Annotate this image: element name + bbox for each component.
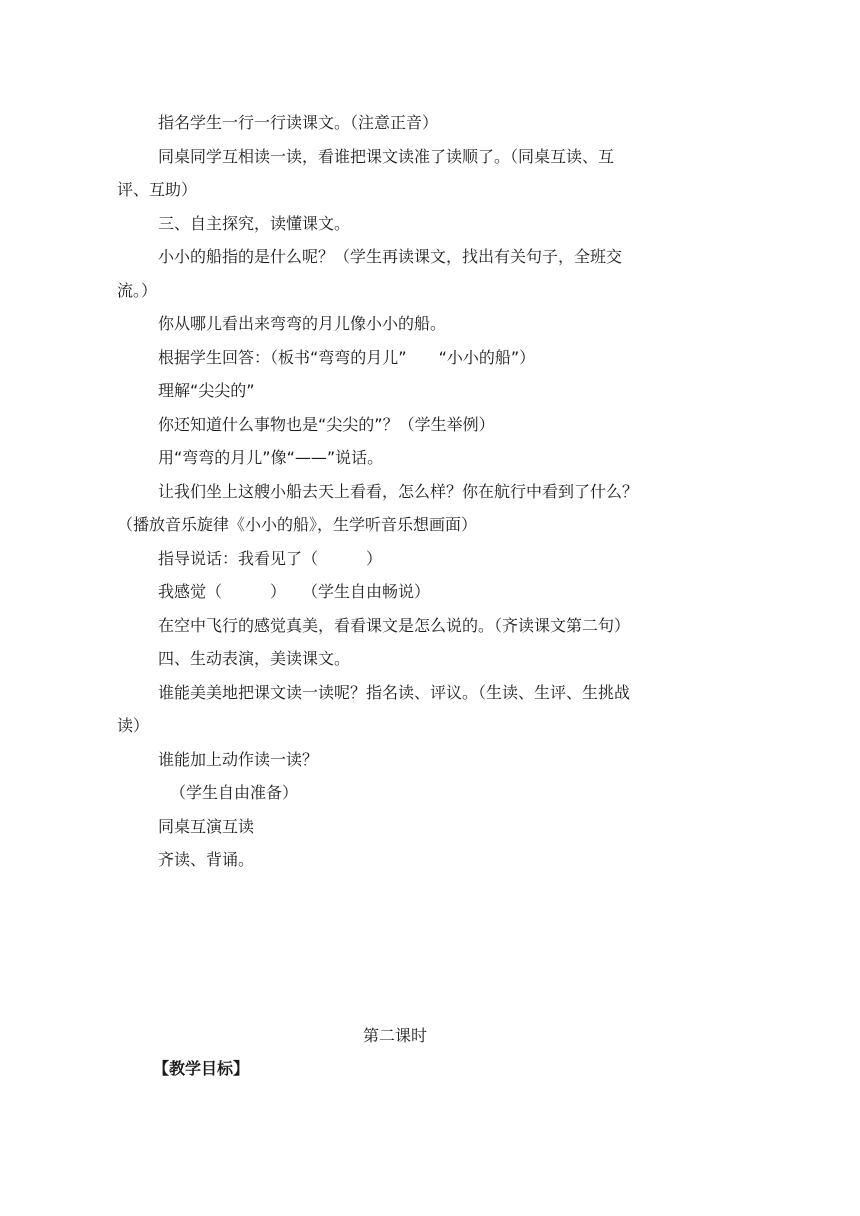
paragraph-understand-pointed: 理解“尖尖的” <box>158 381 255 400</box>
paragraph-pointed-examples: 你还知道什么事物也是“尖尖的”？（学生举例） <box>158 414 495 434</box>
teaching-objectives-heading: 【教学目标】 <box>153 1059 250 1078</box>
paragraph-free-preparation: （学生自由准备） <box>170 783 299 802</box>
paragraph-desk-mate-reading: 同桌同学互相读一读，看谁把课文读准了读顺了。（同桌互读、互评、互助） <box>117 146 615 199</box>
paragraph-small-boat-question: 小小的船指的是什么呢？（学生再读课文，找出有关句子，全班交流。） <box>117 247 623 300</box>
paragraph-read-beautifully: 谁能美美地把课文读一读呢？指名读、评议。（生读、生评、生挑战读） <box>117 682 631 735</box>
paragraph-i-feel: 我感觉（ ） （学生自由畅说） <box>158 582 431 601</box>
paragraph-read-line-by-line: 指名学生一行一行读课文。（注意正音） <box>158 113 439 132</box>
paragraph-blackboard-notes: 根据学生回答：（板书“弯弯的月儿” “小小的船”） <box>158 347 536 367</box>
paragraph-section-three-heading: 三、自主探究，读懂课文。 <box>158 213 351 233</box>
paragraph-sentence-practice: 用“弯弯的月儿”像“——”说话。 <box>158 448 384 467</box>
paragraph-moon-like-boat: 你从哪儿看出来弯弯的月儿像小小的船。 <box>158 314 447 333</box>
paragraph-read-and-recite: 齐读、背诵。 <box>158 850 255 869</box>
paragraph-section-four-heading: 四、生动表演，美读课文。 <box>158 649 351 668</box>
paragraph-sky-journey: 让我们坐上这艘小船去天上看看，怎么样？你在航行中看到了什么？（播放音乐旋律《小小的船》，生学听音乐想画面） <box>117 481 639 534</box>
paragraph-flying-feeling: 在空中飞行的感觉真美，看看课文是怎么说的。（齐读课文第二句） <box>158 615 631 635</box>
document-body <box>117 106 642 877</box>
paragraph-guided-speaking: 指导说话：我看见了（ ） <box>158 548 383 568</box>
paragraph-desk-mate-acting: 同桌互演互读 <box>158 816 255 836</box>
paragraph-read-with-actions: 谁能加上动作读一读？ <box>158 749 319 769</box>
section-title: 第二课时 <box>362 1026 427 1045</box>
